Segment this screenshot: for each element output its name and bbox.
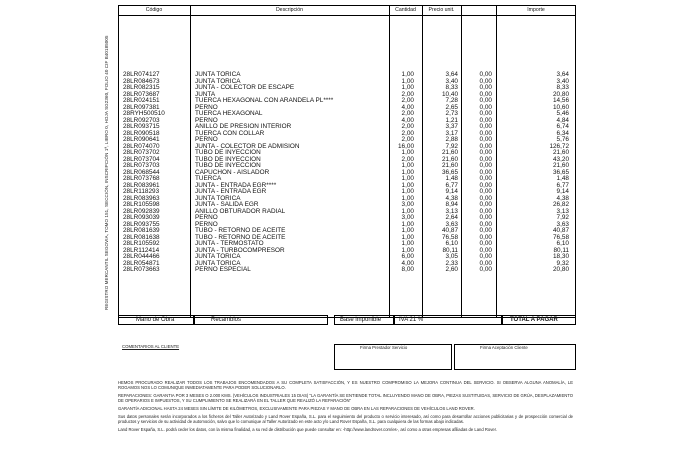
footer-extra-warranty-note: GARANTÍA ADICIONAL HASTA 24 MESES SIN LÍMITE DE KILÓMETROS, EXCLUSIVAMENTE PARA PIEZAS Y MANO DE OBRA EN LAS REPARACIONES DE VEHÍCULOS LAND ROVER. [118, 406, 475, 411]
item-discount: 0,00 [479, 77, 492, 85]
item-code: 28LR073768 [123, 175, 160, 182]
item-discount: 0,00 [479, 129, 492, 137]
item-description: JUNTA - TURBOCOMPRESOR [195, 246, 285, 254]
item-code: 28LR118293 [123, 188, 160, 195]
item-discount: 0,00 [479, 220, 492, 228]
item-code: 28LR073704 [123, 155, 160, 163]
item-quantity: 1,00 [401, 233, 414, 241]
item-description: JUNTA [195, 90, 216, 98]
item-amount: 6,77 [556, 181, 569, 189]
item-quantity: 1,00 [401, 175, 414, 182]
item-unit-price: 2,60 [445, 266, 458, 273]
item-amount: 4,84 [556, 116, 569, 124]
item-unit-price: 1,21 [445, 116, 458, 124]
item-code: 28LR054871 [123, 259, 160, 267]
item-quantity: 3,00 [401, 214, 414, 221]
item-description: PERNO [195, 214, 218, 221]
column-header-code: Código [145, 7, 163, 13]
item-quantity: 4,00 [401, 103, 414, 111]
item-unit-price: 2,33 [445, 259, 458, 267]
column-header-discount [461, 6, 496, 14]
item-quantity: 2,00 [401, 155, 414, 163]
invoice-table [118, 5, 578, 325]
item-quantity: 1,00 [401, 168, 414, 176]
item-discount: 0,00 [479, 103, 492, 111]
item-description: JUNTA - TERMOSTATO [195, 240, 264, 247]
item-quantity: 2,00 [401, 90, 414, 98]
item-discount: 0,00 [479, 123, 492, 130]
item-description: TUBO - RETORNO DE ACEITE [195, 227, 286, 234]
item-discount: 0,00 [479, 214, 492, 221]
item-code: 28LR082315 [123, 84, 160, 91]
item-code: 28LR083961 [123, 181, 160, 189]
signature-area [118, 341, 578, 371]
item-amount: 18,30 [553, 253, 569, 260]
item-unit-price: 7,28 [445, 97, 458, 104]
item-amount: 3,13 [556, 207, 569, 215]
item-discount: 0,00 [479, 149, 492, 156]
item-unit-price: 4,38 [445, 194, 458, 202]
total-label: TOTAL A PAGAR [510, 317, 558, 323]
item-description: TUBO DE INYECCION [195, 162, 261, 169]
item-unit-price: 2,65 [445, 103, 458, 111]
item-code: 28LR090641 [123, 136, 160, 143]
item-amount: 1,48 [556, 175, 569, 182]
item-code: 28LR105592 [123, 240, 160, 247]
tax-base-label: Base imponible [340, 317, 382, 323]
item-code: 28LR068544 [123, 168, 160, 176]
item-code: 28LR044466 [123, 253, 160, 260]
footer-warranty-note: REPARACIONES: GARANTIA POR 3 MESES O 2.000 KMS. (VEHÍCULOS INDUSTRIALES 15 DIAS) "LA GARANTÍA SE ENTIENDE TOTAL INCLUYENDO MANO DE OBRA, PIEZAS SUSTITUIDAS, SERVICIO DE GRÚA, DESPLAZAMIENTO DE OPERARIOS E IMPUESTOS, Y SU CUMPLIMIENTO SE REALIZARÁ EN EL TALLER QUE REALIZÓ LA REPARACIÓN" [118, 393, 573, 403]
item-description: ANILLO DE PRESION INTERIOR [195, 123, 292, 130]
item-quantity: 16,00 [398, 142, 414, 150]
item-discount: 0,00 [479, 175, 492, 182]
item-discount: 0,00 [479, 110, 492, 117]
item-quantity: 1,00 [401, 162, 414, 169]
item-amount: 7,92 [556, 214, 569, 221]
item-unit-price: 40,87 [442, 227, 458, 234]
item-description: PERNO [195, 116, 218, 124]
item-code: 28LR097381 [123, 103, 160, 111]
item-description: TUERCA HEXAGONAL CON ARANDELA PL**** [195, 97, 334, 104]
item-quantity: 1,00 [401, 188, 414, 195]
item-code: 28LR092703 [123, 116, 160, 124]
item-amount: 21,60 [553, 149, 569, 156]
item-quantity: 8,00 [401, 266, 414, 273]
item-discount: 0,00 [479, 253, 492, 260]
item-amount: 10,60 [553, 103, 569, 111]
footer-distribution-note: Land Rover España, S.L. podrá ceder los datos, con la misma finalidad, a su red de distribución que puede consultar en: -http://www.landrover.com/es-, así como a otras empresas afiliadas de Land Rover. [118, 427, 497, 432]
item-description: CAPUCHON - AISLADOR [195, 168, 270, 176]
item-discount: 0,00 [479, 227, 492, 234]
item-unit-price: 21,60 [442, 155, 458, 163]
item-code: 28LR073702 [123, 149, 160, 156]
item-description: JUNTA - ENTRADA EGR [195, 188, 267, 195]
item-description: TUBO DE INYECCION [195, 155, 261, 163]
item-description: PERNO ESPECIAL [195, 266, 251, 273]
item-code: 28LR073663 [123, 266, 160, 273]
item-code: 28LR105598 [123, 201, 160, 208]
item-code: 28LR074070 [123, 142, 160, 150]
column-header-description: Descripción [275, 7, 304, 13]
item-code: 28LR084673 [123, 77, 160, 85]
footer-legal [118, 380, 573, 435]
item-unit-price: 21,60 [442, 162, 458, 169]
item-discount: 0,00 [479, 162, 492, 169]
item-unit-price: 2,73 [445, 110, 458, 117]
item-quantity: 4,00 [401, 116, 414, 124]
item-description: TUBO DE INYECCION [195, 149, 261, 156]
item-unit-price: 10,40 [442, 90, 458, 98]
item-code: 28LR093755 [123, 220, 160, 228]
item-code: 28RYH500510 [123, 110, 165, 117]
item-quantity: 1,00 [401, 240, 414, 247]
item-code: 28LR083963 [123, 194, 160, 202]
item-discount: 0,00 [479, 97, 492, 104]
item-unit-price: 76,58 [442, 233, 458, 241]
item-unit-price: 6,77 [445, 181, 458, 189]
item-quantity: 1,00 [401, 246, 414, 254]
item-unit-price: 3,37 [445, 123, 458, 130]
item-quantity: 2,00 [401, 136, 414, 143]
item-description: JUNTA - ENTRADA EGR**** [195, 181, 277, 189]
item-description: JUNTA TORICA [195, 194, 241, 202]
item-unit-price: 6,10 [445, 240, 458, 247]
item-amount: 80,11 [553, 246, 569, 254]
item-unit-price: 7,92 [445, 142, 458, 150]
item-description: JUNTA - SALIDA EGR [195, 201, 259, 208]
item-quantity: 1,00 [401, 194, 414, 202]
item-discount: 0,00 [479, 155, 492, 163]
item-discount: 0,00 [479, 181, 492, 189]
item-unit-price: 36,65 [442, 168, 458, 176]
item-code: 28LR081639 [123, 227, 160, 234]
item-description: TUERCA [195, 175, 222, 182]
item-code: 28LR092839 [123, 207, 160, 215]
item-unit-price: 3,63 [445, 220, 458, 228]
item-unit-price: 3,64 [445, 71, 458, 78]
item-description: PERNO [195, 103, 218, 111]
labor-label: Mano de Obra [136, 317, 175, 323]
item-amount: 21,60 [553, 162, 569, 169]
item-description: JUNTA TORICA [195, 71, 241, 78]
item-amount: 43,20 [553, 155, 569, 163]
item-description: PERNO [195, 136, 218, 143]
column-header-quantity: Cantidad [395, 7, 416, 13]
item-code: 28LR073687 [123, 90, 160, 98]
item-description: JUNTA TORICA [195, 259, 241, 267]
item-unit-price: 3,05 [445, 253, 458, 260]
item-amount: 3,64 [556, 71, 569, 78]
item-amount: 9,14 [556, 188, 569, 195]
item-code: 28LR112414 [123, 246, 160, 254]
item-quantity: 1,00 [401, 181, 414, 189]
item-quantity: 6,00 [401, 253, 414, 260]
provider-signature-label: Firma Prestador Servicio [360, 345, 408, 350]
item-code: 28LR093039 [123, 214, 160, 221]
item-discount: 0,00 [479, 233, 492, 241]
item-unit-price: 3,17 [445, 129, 458, 137]
item-unit-price: 80,11 [442, 246, 458, 254]
item-description: TUERCA HEXAGONAL [195, 110, 263, 117]
item-quantity: 2,00 [401, 110, 414, 117]
item-amount: 36,65 [553, 168, 569, 176]
item-amount: 6,74 [556, 123, 569, 130]
item-discount: 0,00 [479, 240, 492, 247]
comments-label: COMENTARIOS AL CLIENTE [122, 344, 180, 349]
column-header-amount: Importe [527, 7, 545, 13]
item-code: 28LR073703 [123, 162, 160, 169]
item-unit-price: 2,88 [445, 136, 458, 143]
item-code: 28LR081638 [123, 233, 160, 241]
item-unit-price: 8,94 [445, 201, 458, 208]
item-unit-price: 8,33 [445, 84, 458, 91]
item-description: JUNTA - COLECTOR DE ADMISION [195, 142, 300, 150]
item-discount: 0,00 [479, 142, 492, 150]
item-unit-price: 3,13 [445, 207, 458, 215]
client-signature-label: Firma Aceptación Cliente [480, 345, 528, 350]
item-amount: 6,34 [556, 129, 569, 137]
item-unit-price: 3,40 [445, 77, 458, 85]
item-quantity: 1,00 [401, 71, 414, 78]
item-description: JUNTA TORICA [195, 253, 241, 260]
item-quantity: 1,00 [401, 207, 414, 215]
item-unit-price: 2,64 [445, 214, 458, 221]
item-quantity: 1,00 [401, 220, 414, 228]
item-quantity: 2,00 [401, 97, 414, 104]
item-description: TUERCA CON COLLAR [195, 129, 265, 137]
item-unit-price: 9,14 [445, 188, 458, 195]
item-description: JUNTA - COLECTOR DE ESCAPE [195, 84, 295, 91]
item-discount: 0,00 [479, 266, 492, 273]
item-amount: 76,58 [553, 233, 569, 241]
item-quantity: 1,00 [401, 227, 414, 234]
footer-satisfaction-note: HEMOS PROCURADO REALIZAR TODOS LOS TRABAJOS ENCOMENDADOS A SU COMPLETA SATISFACCIÓN, Y ES NUESTRO COMPROMISO LA MEJORA CONTINUA DEL SERVICIO. SI OBSERVA ALGUNA ANOMALÍA, LE ROGAMOS NOS LO COMUNIQUE INMEDIATAMENTE PARA PODER SOLUCIONARLO. [118, 380, 573, 390]
item-description: TUBO - RETORNO DE ACEITE [195, 233, 286, 241]
item-amount: 5,46 [556, 110, 569, 117]
item-discount: 0,00 [479, 84, 492, 91]
item-code: 28LR090518 [123, 129, 160, 137]
item-discount: 0,00 [479, 168, 492, 176]
item-quantity: 1,00 [401, 149, 414, 156]
item-amount: 5,76 [556, 136, 569, 143]
item-amount: 9,32 [556, 259, 569, 267]
item-discount: 0,00 [479, 188, 492, 195]
vat-label: IVA 21 % [399, 317, 424, 323]
column-header-unit-price: Precio unit. [428, 7, 455, 13]
registry-sidebar-text: REGISTRO MERCANTIL SEGOVIA, TOMO 151, SECCIÓN, INSCRIPCIÓN 1ª, LIBRO 0, HOJA SG2360, FOLIO 40 CIF B40185005 [104, 35, 109, 310]
item-amount: 20,80 [553, 90, 569, 98]
item-quantity: 2,00 [401, 123, 414, 130]
totals-bar [118, 315, 576, 326]
item-amount: 26,82 [553, 201, 569, 208]
item-discount: 0,00 [479, 201, 492, 208]
item-discount: 0,00 [479, 116, 492, 124]
item-discount: 0,00 [479, 136, 492, 143]
item-discount: 0,00 [479, 90, 492, 98]
item-discount: 0,00 [479, 259, 492, 267]
item-amount: 20,80 [553, 266, 569, 273]
item-amount: 40,87 [553, 227, 569, 234]
table-row [118, 267, 576, 274]
item-code: 28LR093715 [123, 123, 160, 130]
item-unit-price: 1,48 [445, 175, 458, 182]
item-discount: 0,00 [479, 246, 492, 254]
item-quantity: 4,00 [401, 259, 414, 267]
header-divider [118, 15, 576, 16]
invoice-rows [118, 72, 576, 274]
item-unit-price: 21,60 [442, 149, 458, 156]
item-discount: 0,00 [479, 207, 492, 215]
item-description: PERNO [195, 220, 218, 228]
item-description: ANILLO OBTURADOR RADIAL [195, 207, 286, 215]
item-amount: 14,56 [553, 97, 569, 104]
item-quantity: 2,00 [401, 129, 414, 137]
item-description: JUNTA TORICA [195, 77, 241, 85]
item-amount: 4,38 [556, 194, 569, 202]
item-discount: 0,00 [479, 194, 492, 202]
item-amount: 3,40 [556, 77, 569, 85]
item-discount: 0,00 [479, 71, 492, 78]
item-amount: 8,33 [556, 84, 569, 91]
item-amount: 6,10 [556, 240, 569, 247]
footer-privacy-note: Sus datos personales serán incorporados a los ficheros del Taller Autorizado y Land Rover España, S.L. para el seguimiento del producto o servicio interesado, así como para desarrollar acciones publicitarias y de prospección comercial de productos y servicios de su actividad de automoción, salvo que lo comunique al Taller Autorizado en este acto y/o Land Rover España, S.L. para cualquiera de las formas abajo indicadas. [118, 414, 573, 424]
item-amount: 126,72 [549, 142, 569, 150]
parts-label: Recambios [211, 317, 242, 323]
item-amount: 3,63 [556, 220, 569, 228]
item-quantity: 1,00 [401, 77, 414, 85]
item-quantity: 3,00 [401, 201, 414, 208]
item-code: 28LR074127 [123, 71, 160, 78]
item-code: 28LR024151 [123, 97, 160, 104]
item-quantity: 1,00 [401, 84, 414, 91]
